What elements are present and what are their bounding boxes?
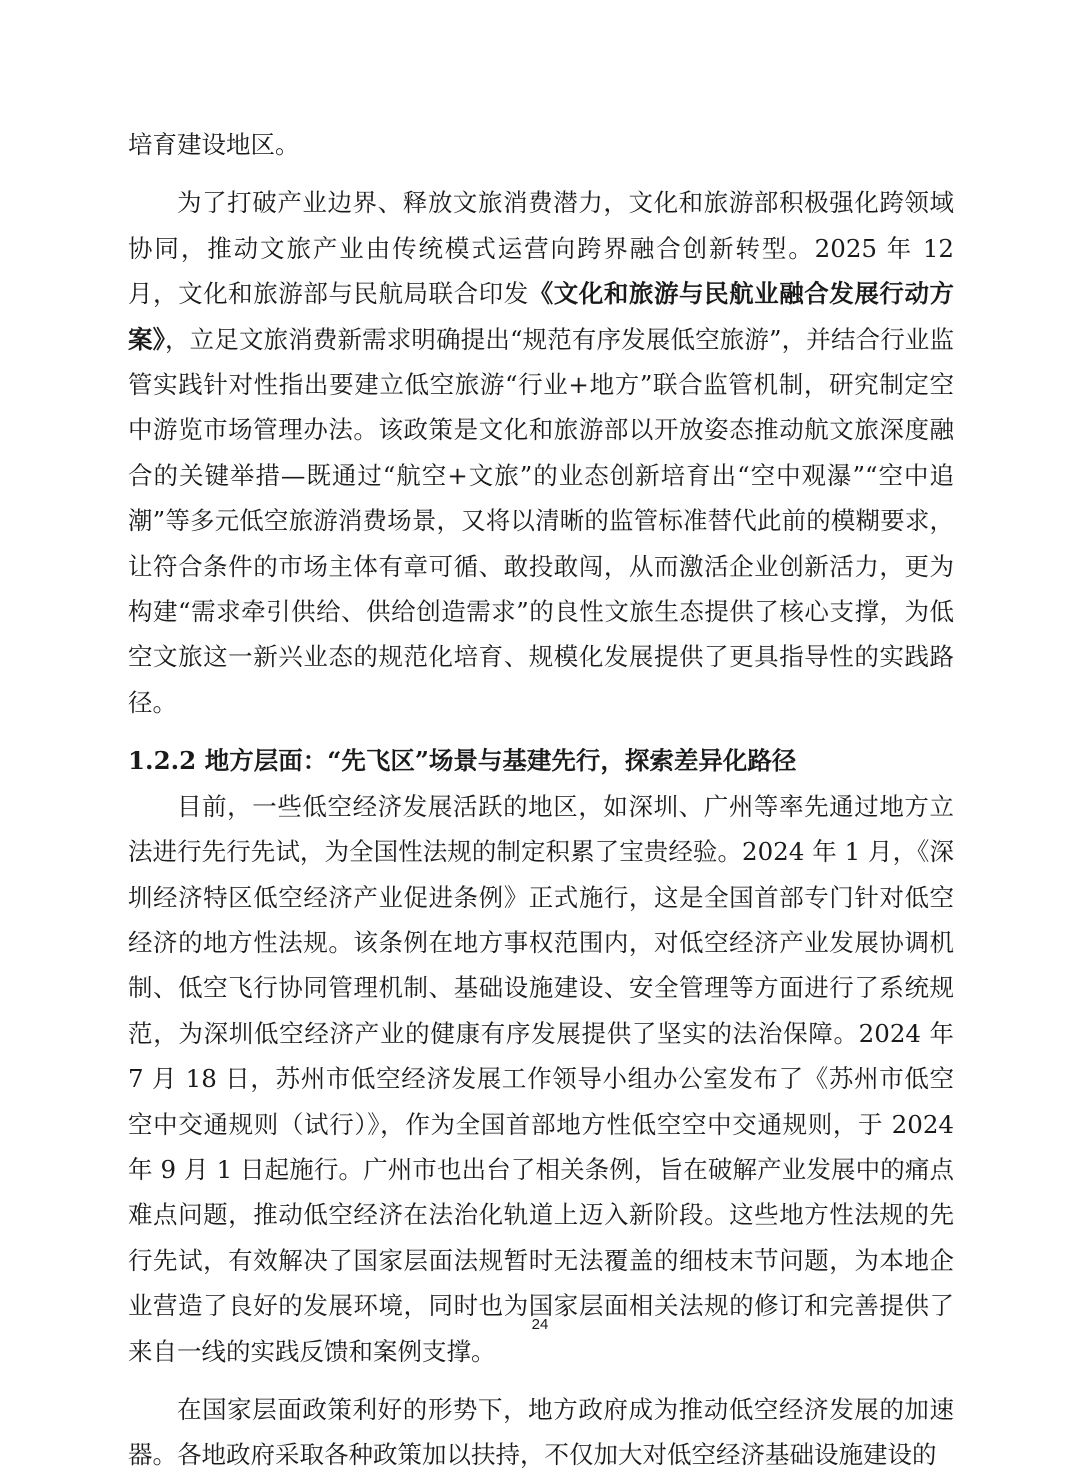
paragraph-local-legislation: 目前，一些低空经济发展活跃的地区，如深圳、广州等率先通过地方立法进行先行先试，为全国性法规的制定积累了宝贵经验。2024 年 1 月，《深圳经济特区低空经济产业促进条例》正式施行，这是全国首部专门针对低空经济的地方性法规。该条例在地方事权范围内，对低空经济产业发展协调机制、低空飞行协同管理机制、基础设施建设、安全管理等方面进行了系统规范，为深圳低空经济产业的健康有序发展提供了坚实的法治保障。2024 年 7 月 18 日，苏州市低空经济发展工作领导小组办公室发布了《苏州市低空空中交通规则（试行）》，作为全国首部地方性低空空中交通规则，于 2024 年 9 月 1 日起施行。广州市也出台了相关条例，旨在破解产业发展中的痛点难点问题，推动低空经济在法治化轨道上迈入新阶段。这些地方性法规的先行先试，有效解决了国家层面法规暂时无法覆盖的细枝末节问题，为本地企业营造了良好的发展环境，同时也为国家层面相关法规的修订和完善提供了来自一线的实践反馈和案例支撑。 <box>128 791 954 1366</box>
section-heading: 1.2.2 地方层面：“先飞区”场景与基建先行，探索差异化路径 <box>128 746 797 776</box>
page-body <box>128 122 954 1478</box>
paragraph-culture-tourism-policy <box>128 180 954 725</box>
paragraph-text: ，立足文旅消费新需求明确提出“规范有序发展低空旅游”，并结合行业监管实践针对性指出要建立低空旅游“行业+地方”联合监管机制，研究制定空中游览市场管理办法。该政策是文化和旅游部以开放姿态推动航文旅深度融合的关键举措—既通过“航空+文旅”的业态创新培育出“空中观瀑”“空中追潮”等多元低空旅游消费场景，又将以清晰的监管标准替代此前的模糊要求，让符合条件的市场主体有章可循、敢投敢闯，从而激活企业创新活力，更为构建“需求牵引供给、供给创造需求”的良性文旅生态提供了核心支撑，为低空文旅这一新兴业态的规范化培育、规模化发展提供了更具指导性的实践路径。 <box>128 324 954 717</box>
page-number: 24 <box>531 1316 549 1333</box>
policy-title-bold: 《文化和旅游与民航业融合发展行动方案》 <box>128 279 954 354</box>
paragraph-text: 为了打破产业边界、释放文旅消费潜力，文化和旅游部积极强化跨领域协同，推动文旅产业由传统模式运营向跨界融合创新转型。2025 年 12 月，文化和旅游部与民航局联合印发 <box>128 188 954 309</box>
paragraph-continued: 培育建设地区。 <box>128 130 300 159</box>
paragraph-local-government: 在国家层面政策利好的形势下，地方政府成为推动低空经济发展的加速器。各地政府采取各种政策加以扶持，不仅加大对低空经济基础设施建设的 <box>128 1394 954 1470</box>
